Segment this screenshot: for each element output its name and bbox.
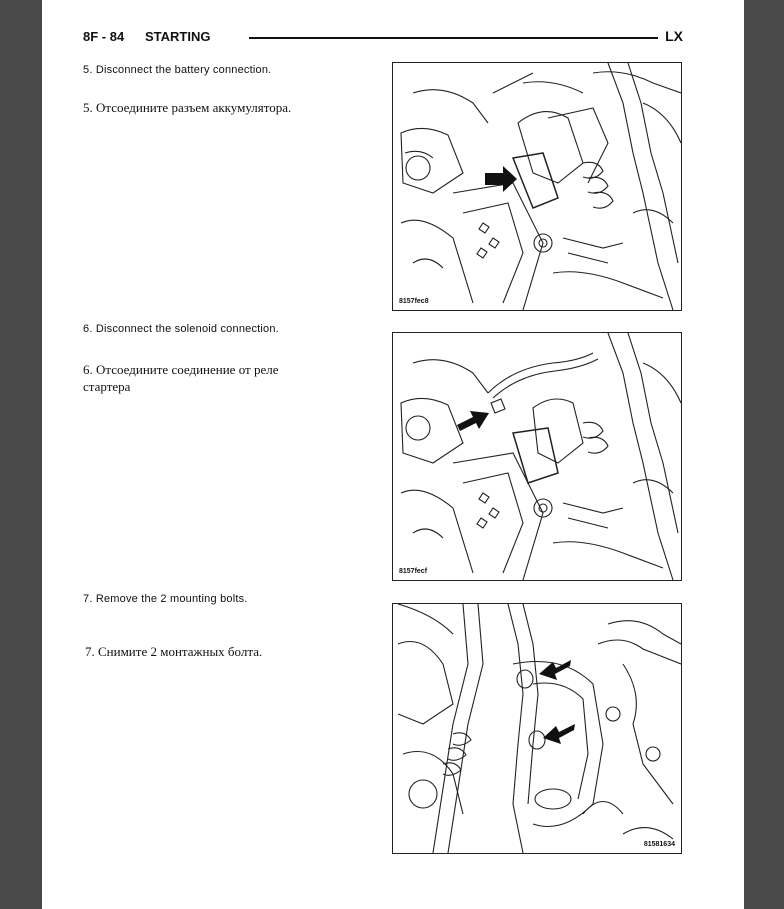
model-code: LX (665, 28, 683, 44)
step-6-english: 6. Disconnect the solenoid connection. (83, 323, 279, 335)
section-title: STARTING (145, 29, 211, 44)
arrow-icon (457, 411, 489, 431)
header-rule (249, 37, 658, 39)
figure-mounting-bolts (392, 603, 682, 854)
figure-code: 8157fec8 (399, 298, 429, 305)
step-5-english: 5. Disconnect the battery connection. (83, 64, 272, 76)
figure-code: 81581634 (643, 841, 675, 848)
engine-illustration-1 (393, 63, 681, 310)
step-5-russian: 5. Отсоедините разъем аккумулятора. (83, 100, 292, 115)
engine-illustration-2 (393, 333, 681, 580)
figure-battery-connection (392, 62, 682, 311)
step-6-russian: 6. Отсоедините соединение от реле стартера (83, 362, 279, 394)
page-number: 8F - 84 (83, 29, 125, 44)
page-header (83, 29, 683, 45)
engine-illustration-3 (393, 604, 681, 853)
arrow-icon (543, 724, 575, 744)
arrow-icon (485, 166, 517, 192)
step-7-russian: 7. Снимите 2 монтажных болта. (85, 644, 263, 659)
figure-solenoid-connection (392, 332, 682, 581)
figure-code: 8157fecf (399, 568, 428, 575)
manual-page (42, 0, 744, 909)
step-7-english: 7. Remove the 2 mounting bolts. (83, 593, 248, 605)
